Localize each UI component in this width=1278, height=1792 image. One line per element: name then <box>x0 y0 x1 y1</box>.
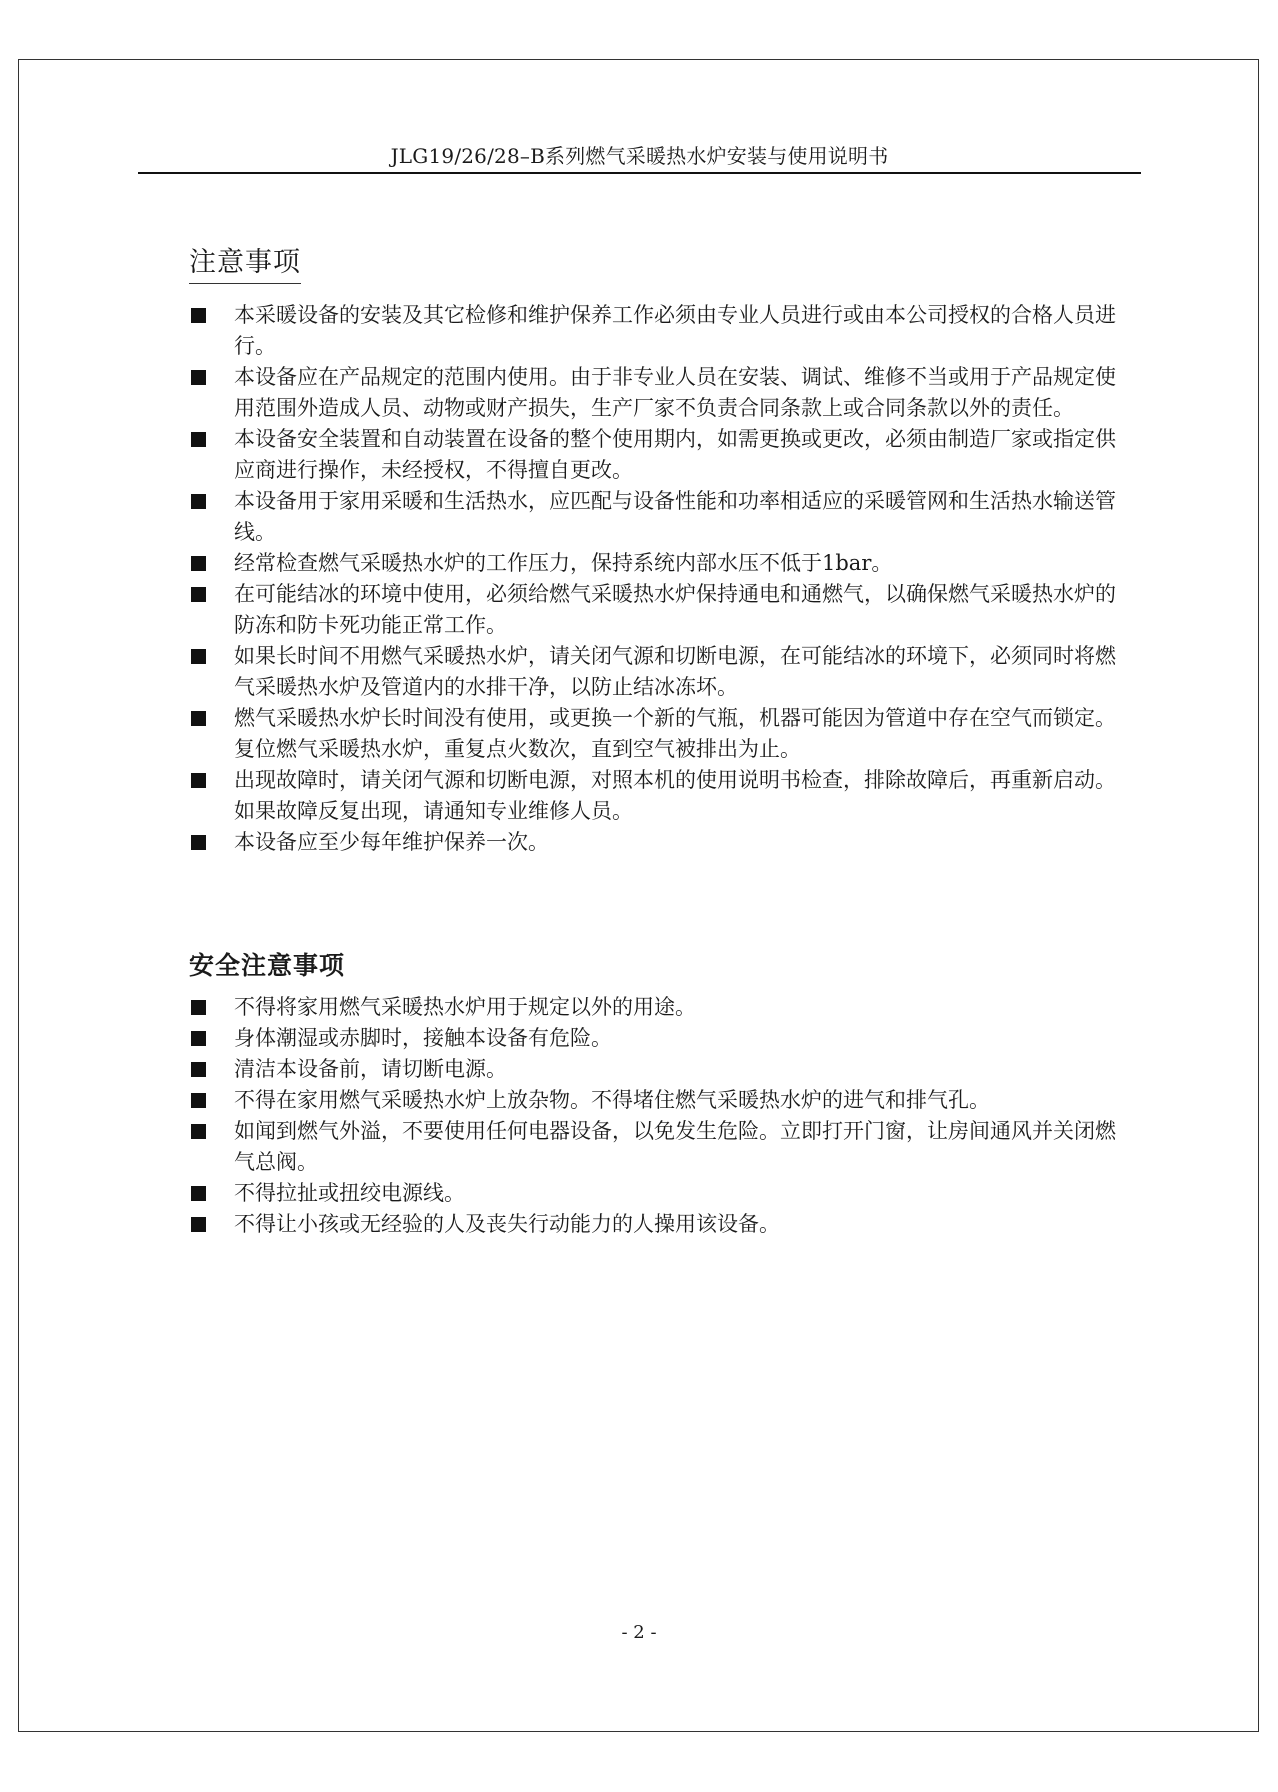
square-bullet-icon <box>191 556 206 571</box>
header-rule <box>138 172 1141 174</box>
list-item <box>189 1209 1119 1240</box>
notices-list <box>189 300 1119 858</box>
square-bullet-icon <box>191 370 206 385</box>
square-bullet-icon <box>191 1217 206 1232</box>
list-item <box>189 300 1119 362</box>
list-item <box>189 424 1119 486</box>
square-bullet-icon <box>191 1031 206 1046</box>
list-item <box>189 703 1119 765</box>
list-item <box>189 1178 1119 1209</box>
document-header: JLG19/26/28–B系列燃气采暖热水炉安装与使用说明书 <box>390 144 889 168</box>
section-title-notices: 注意事项 <box>189 240 301 284</box>
square-bullet-icon <box>191 1000 206 1015</box>
list-item-text: 不得在家用燃气采暖热水炉上放杂物。不得堵住燃气采暖热水炉的进气和排气孔。 <box>234 1088 990 1112</box>
list-item <box>189 827 1119 858</box>
square-bullet-icon <box>191 494 206 509</box>
list-item-text: 如果长时间不用燃气采暖热水炉，请关闭气源和切断电源，在可能结冰的环境下，必须同时将燃气采暖热水炉及管道内的水排干净，以防止结冰冻坏。 <box>234 644 1116 699</box>
list-item-text: 经常检查燃气采暖热水炉的工作压力，保持系统内部水压不低于1bar。 <box>234 551 893 575</box>
list-item-text: 本设备用于家用采暖和生活热水，应匹配与设备性能和功率相适应的采暖管网和生活热水输送管线。 <box>234 489 1116 544</box>
list-item-text: 本设备应在产品规定的范围内使用。由于非专业人员在安装、调试、维修不当或用于产品规定使用范围外造成人员、动物或财产损失，生产厂家不负责合同条款上或合同条款以外的责任。 <box>234 365 1116 420</box>
list-item <box>189 641 1119 703</box>
square-bullet-icon <box>191 308 206 323</box>
list-item <box>189 1054 1119 1085</box>
list-item-text: 在可能结冰的环境中使用，必须给燃气采暖热水炉保持通电和通燃气，以确保燃气采暖热水炉的防冻和防卡死功能正常工作。 <box>234 582 1116 637</box>
list-item-text: 出现故障时，请关闭气源和切断电源，对照本机的使用说明书检查，排除故障后，再重新启动。如果故障反复出现，请通知专业维修人员。 <box>234 768 1116 823</box>
list-item <box>189 1085 1119 1116</box>
list-item-text: 清洁本设备前，请切断电源。 <box>234 1057 507 1081</box>
list-item-text: 本采暖设备的安装及其它检修和维护保养工作必须由专业人员进行或由本公司授权的合格人员进行。 <box>234 303 1116 358</box>
square-bullet-icon <box>191 773 206 788</box>
safety-notices-list <box>189 992 1119 1240</box>
list-item-text: 不得将家用燃气采暖热水炉用于规定以外的用途。 <box>234 995 696 1019</box>
page-number: - 2 - <box>621 1622 657 1643</box>
list-item-text: 不得让小孩或无经验的人及丧失行动能力的人操用该设备。 <box>234 1212 780 1236</box>
square-bullet-icon <box>191 432 206 447</box>
section-title-safety-notices: 安全注意事项 <box>189 951 346 980</box>
list-item <box>189 1023 1119 1054</box>
square-bullet-icon <box>191 1124 206 1139</box>
square-bullet-icon <box>191 835 206 850</box>
square-bullet-icon <box>191 587 206 602</box>
list-item-text: 身体潮湿或赤脚时，接触本设备有危险。 <box>234 1026 612 1050</box>
list-item-text: 本设备安全装置和自动装置在设备的整个使用期内，如需更换或更改，必须由制造厂家或指定供应商进行操作，未经授权，不得擅自更改。 <box>234 427 1116 482</box>
list-item <box>189 579 1119 641</box>
square-bullet-icon <box>191 649 206 664</box>
list-item <box>189 362 1119 424</box>
list-item <box>189 1116 1119 1178</box>
list-item-text: 如闻到燃气外溢，不要使用任何电器设备，以免发生危险。立即打开门窗，让房间通风并关闭燃气总阀。 <box>234 1119 1116 1174</box>
list-item-text: 不得拉扯或扭绞电源线。 <box>234 1181 465 1205</box>
list-item <box>189 992 1119 1023</box>
list-item-text: 燃气采暖热水炉长时间没有使用，或更换一个新的气瓶，机器可能因为管道中存在空气而锁定。复位燃气采暖热水炉，重复点火数次，直到空气被排出为止。 <box>234 706 1116 761</box>
list-item <box>189 765 1119 827</box>
square-bullet-icon <box>191 1186 206 1201</box>
list-item-text: 本设备应至少每年维护保养一次。 <box>234 830 549 854</box>
list-item <box>189 548 1119 579</box>
square-bullet-icon <box>191 1062 206 1077</box>
list-item <box>189 486 1119 548</box>
square-bullet-icon <box>191 711 206 726</box>
square-bullet-icon <box>191 1093 206 1108</box>
